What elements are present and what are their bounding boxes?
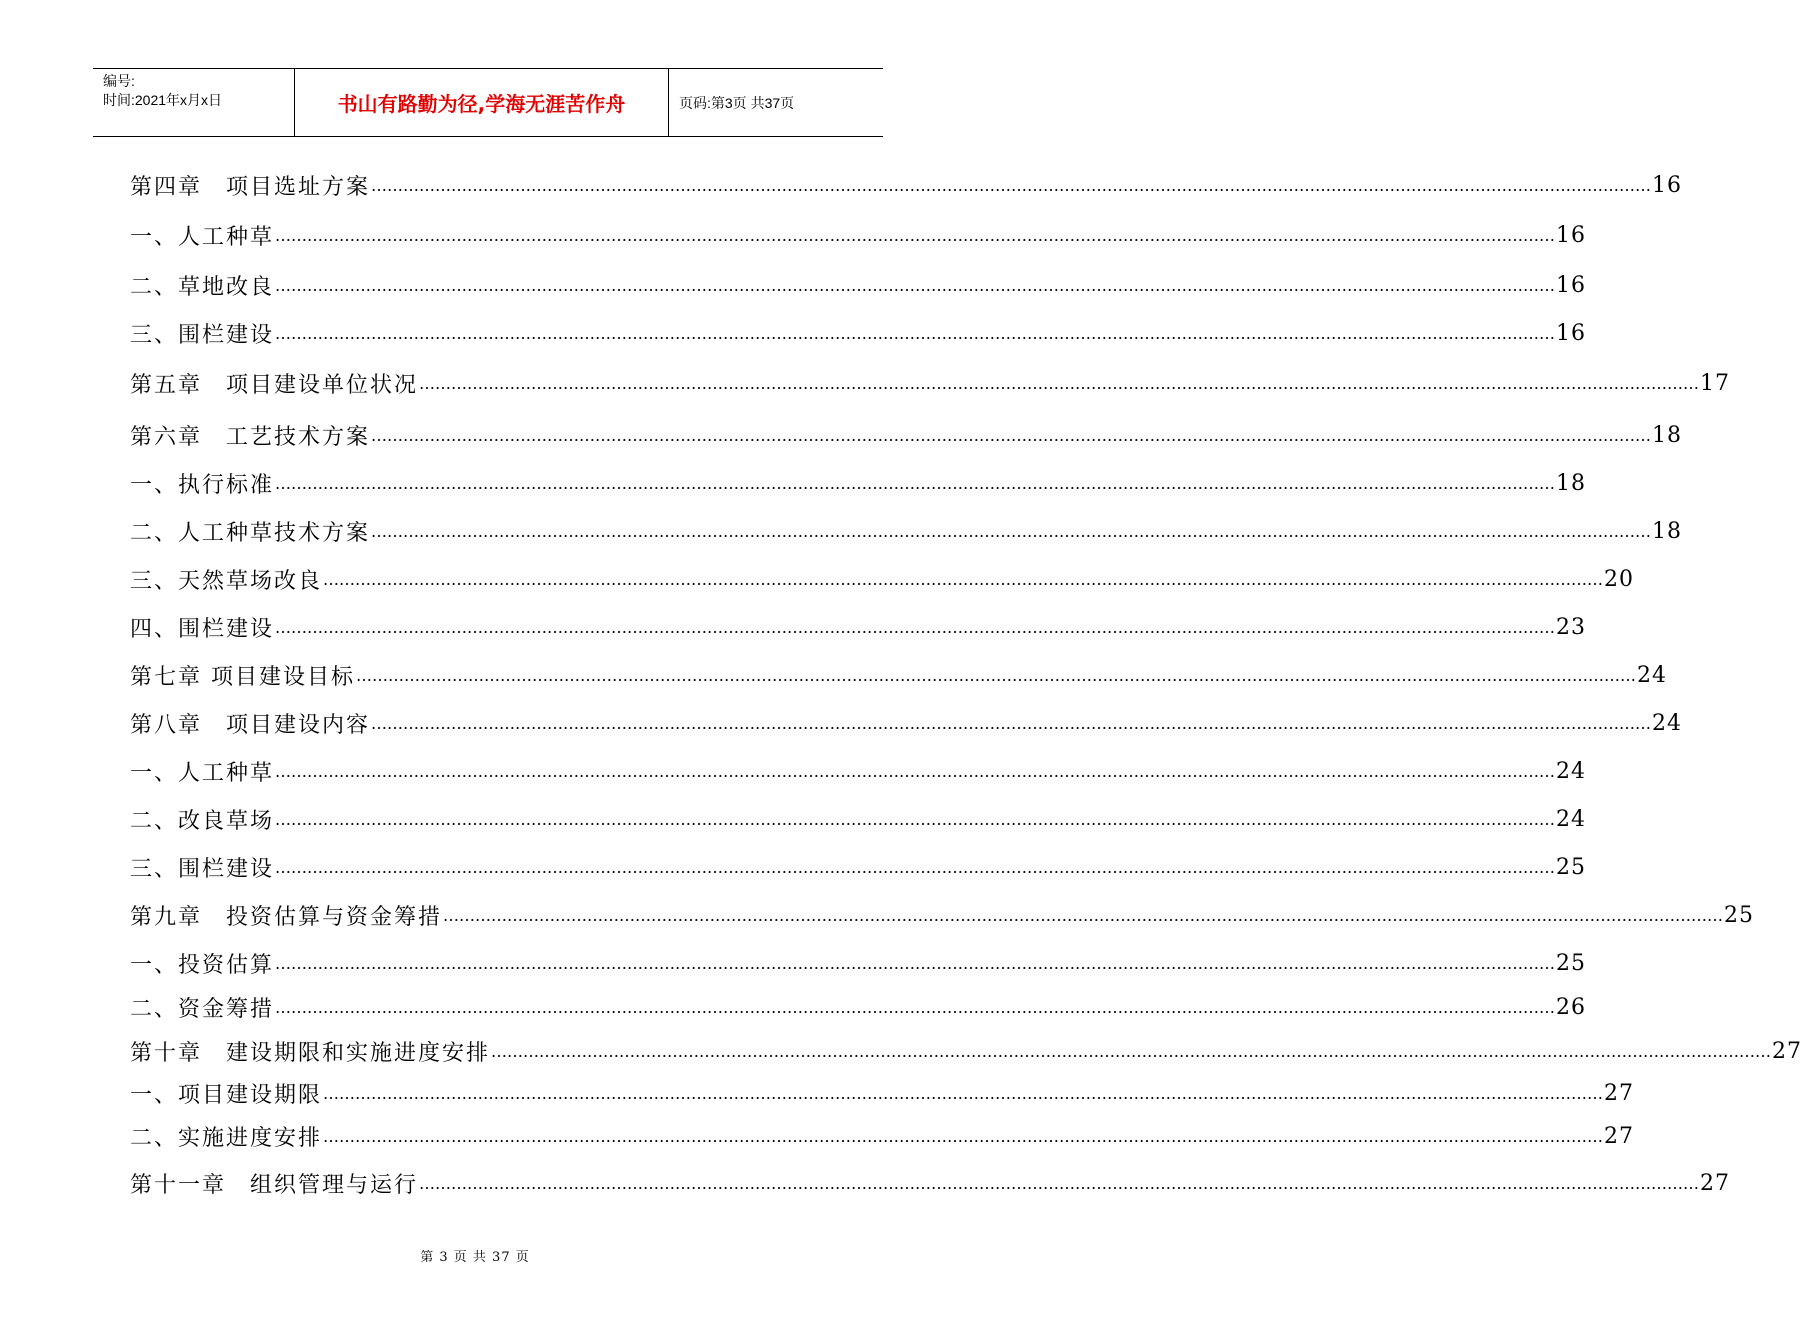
toc-entry[interactable] <box>130 318 1587 348</box>
toc-entry[interactable] <box>130 612 1587 642</box>
motto-text: 书山有路勤为径,学海无涯苦作舟 <box>337 92 626 116</box>
toc-entry[interactable] <box>130 852 1587 882</box>
toc-entry[interactable] <box>130 564 1635 594</box>
header-right-cell <box>669 69 883 136</box>
toc-entry-page: 26 <box>1556 994 1587 1020</box>
toc-leader-dots: …………………………………………………………………………………………………………………………………………………………………………………………………………………… <box>419 1173 1700 1193</box>
header-middle-cell <box>294 69 669 136</box>
toc-entry-page: 27 <box>1772 1038 1802 1064</box>
toc-entry-page: 24 <box>1556 806 1587 832</box>
time-label: 时间:2021年x月x日 <box>103 92 223 108</box>
toc-entry-page: 16 <box>1652 172 1683 198</box>
toc-leader-dots: …………………………………………………………………………………………………………………………………………………………………………………………………………………… <box>275 997 1556 1017</box>
page-header <box>93 68 883 137</box>
toc-entry-page: 17 <box>1700 370 1731 396</box>
toc-entry-title: 第十章 建设期限和实施进度安排 <box>130 1040 491 1066</box>
toc-entry-page: 25 <box>1556 854 1587 880</box>
toc-entry-title: 一、项目建设期限 <box>130 1082 323 1108</box>
toc-leader-dots: …………………………………………………………………………………………………………………………………………………………………………………………………………………… <box>275 953 1556 973</box>
toc-entry-page: 16 <box>1556 272 1587 298</box>
toc-leader-dots: …………………………………………………………………………………………………………………………………………………………………………………………………………………… <box>371 713 1652 733</box>
toc-leader-dots: …………………………………………………………………………………………………………………………………………………………………………………………………………………… <box>275 473 1556 493</box>
toc-leader-dots: …………………………………………………………………………………………………………………………………………………………………………………………………………………… <box>323 569 1604 589</box>
toc-entry[interactable] <box>130 220 1587 250</box>
toc-entry[interactable] <box>130 170 1683 200</box>
toc-entry-title: 第九章 投资估算与资金筹措 <box>130 904 443 930</box>
toc-entry[interactable] <box>130 756 1587 786</box>
toc-entry-page: 20 <box>1604 566 1635 592</box>
toc-entry-page: 27 <box>1604 1123 1635 1149</box>
toc-entry[interactable] <box>130 270 1587 300</box>
toc-entry[interactable] <box>130 948 1587 978</box>
toc-entry-title: 第四章 项目选址方案 <box>130 174 371 200</box>
toc-entry-title: 一、人工种草 <box>130 224 275 250</box>
toc-leader-dots: …………………………………………………………………………………………………………………………………………………………………………………………………………………… <box>275 857 1556 877</box>
toc-leader-dots: …………………………………………………………………………………………………………………………………………………………………………………………………………………… <box>323 1083 1604 1103</box>
toc-entry[interactable] <box>130 900 1755 930</box>
toc-entry-title: 一、人工种草 <box>130 760 275 786</box>
toc-entry-page: 16 <box>1556 320 1587 346</box>
toc-leader-dots: …………………………………………………………………………………………………………………………………………………………………………………………………………………… <box>443 905 1724 925</box>
toc-entry-title: 第十一章 组织管理与运行 <box>130 1172 419 1198</box>
serial-label: 编号: <box>103 73 135 89</box>
toc-entry[interactable] <box>130 804 1587 834</box>
toc-leader-dots: …………………………………………………………………………………………………………………………………………………………………………………………………………………… <box>323 1126 1604 1146</box>
toc-leader-dots: …………………………………………………………………………………………………………………………………………………………………………………………………………………… <box>491 1041 1772 1061</box>
toc-entry[interactable] <box>130 1121 1635 1151</box>
toc-entry-title: 三、围栏建设 <box>130 322 275 348</box>
toc-entry[interactable] <box>130 468 1587 498</box>
toc-entry-title: 四、围栏建设 <box>130 616 275 642</box>
toc-leader-dots: …………………………………………………………………………………………………………………………………………………………………………………………………………………… <box>275 809 1556 829</box>
page-info: 页码:第3页 共37页 <box>679 94 795 111</box>
toc-entry-page: 25 <box>1724 902 1755 928</box>
toc-leader-dots: …………………………………………………………………………………………………………………………………………………………………………………………………………………… <box>371 175 1652 195</box>
toc-entry[interactable] <box>130 1078 1635 1108</box>
toc-entry[interactable] <box>130 1036 1802 1066</box>
toc-entry-title: 二、改良草场 <box>130 808 275 834</box>
toc-entry-title: 第五章 项目建设单位状况 <box>130 372 419 398</box>
toc-entry-title: 三、天然草场改良 <box>130 568 323 594</box>
toc-entry-page: 24 <box>1637 662 1667 688</box>
toc-entry-title: 第七章 项目建设目标 <box>130 664 355 690</box>
toc-entry-page: 23 <box>1556 614 1587 640</box>
toc-entry-title: 二、草地改良 <box>130 274 275 300</box>
toc-entry-title: 二、实施进度安排 <box>130 1125 323 1151</box>
toc-entry[interactable] <box>130 1168 1731 1198</box>
toc-entry[interactable] <box>130 708 1683 738</box>
toc-entry-title: 二、人工种草技术方案 <box>130 520 371 546</box>
toc-entry-title: 第六章 工艺技术方案 <box>130 424 371 450</box>
page-footer: 第 3 页 共 37 页 <box>420 1250 530 1265</box>
toc-entry-page: 24 <box>1556 758 1587 784</box>
toc-leader-dots: …………………………………………………………………………………………………………………………………………………………………………………………………………………… <box>371 425 1652 445</box>
toc-leader-dots: …………………………………………………………………………………………………………………………………………………………………………………………………………………… <box>356 665 1636 685</box>
toc-leader-dots: …………………………………………………………………………………………………………………………………………………………………………………………………………………… <box>275 323 1556 343</box>
toc-entry[interactable] <box>130 660 1667 690</box>
toc-entry-page: 18 <box>1652 518 1683 544</box>
header-left-cell <box>93 69 294 136</box>
toc-entry[interactable] <box>130 992 1587 1022</box>
toc-entry-title: 第八章 项目建设内容 <box>130 712 371 738</box>
toc-entry[interactable] <box>130 516 1683 546</box>
toc-entry-title: 三、围栏建设 <box>130 856 275 882</box>
toc-leader-dots: …………………………………………………………………………………………………………………………………………………………………………………………………………………… <box>275 275 1556 295</box>
toc-leader-dots: …………………………………………………………………………………………………………………………………………………………………………………………………………………… <box>419 373 1700 393</box>
toc-entry-page: 18 <box>1652 422 1683 448</box>
toc-entry[interactable] <box>130 420 1683 450</box>
toc-entry-page: 27 <box>1604 1080 1635 1106</box>
toc-leader-dots: …………………………………………………………………………………………………………………………………………………………………………………………………………………… <box>275 617 1556 637</box>
toc-entry-page: 27 <box>1700 1170 1731 1196</box>
toc-entry-title: 一、执行标准 <box>130 472 275 498</box>
toc-entry[interactable] <box>130 368 1731 398</box>
toc-entry-page: 18 <box>1556 470 1587 496</box>
toc-entry-page: 24 <box>1652 710 1683 736</box>
toc-entry-page: 25 <box>1556 950 1587 976</box>
toc-leader-dots: …………………………………………………………………………………………………………………………………………………………………………………………………………………… <box>275 225 1556 245</box>
toc-leader-dots: …………………………………………………………………………………………………………………………………………………………………………………………………………………… <box>371 521 1652 541</box>
toc-leader-dots: …………………………………………………………………………………………………………………………………………………………………………………………………………………… <box>275 761 1556 781</box>
toc-entry-page: 16 <box>1556 222 1587 248</box>
toc-entry-title: 一、投资估算 <box>130 952 275 978</box>
toc-entry-title: 二、资金筹措 <box>130 996 275 1022</box>
